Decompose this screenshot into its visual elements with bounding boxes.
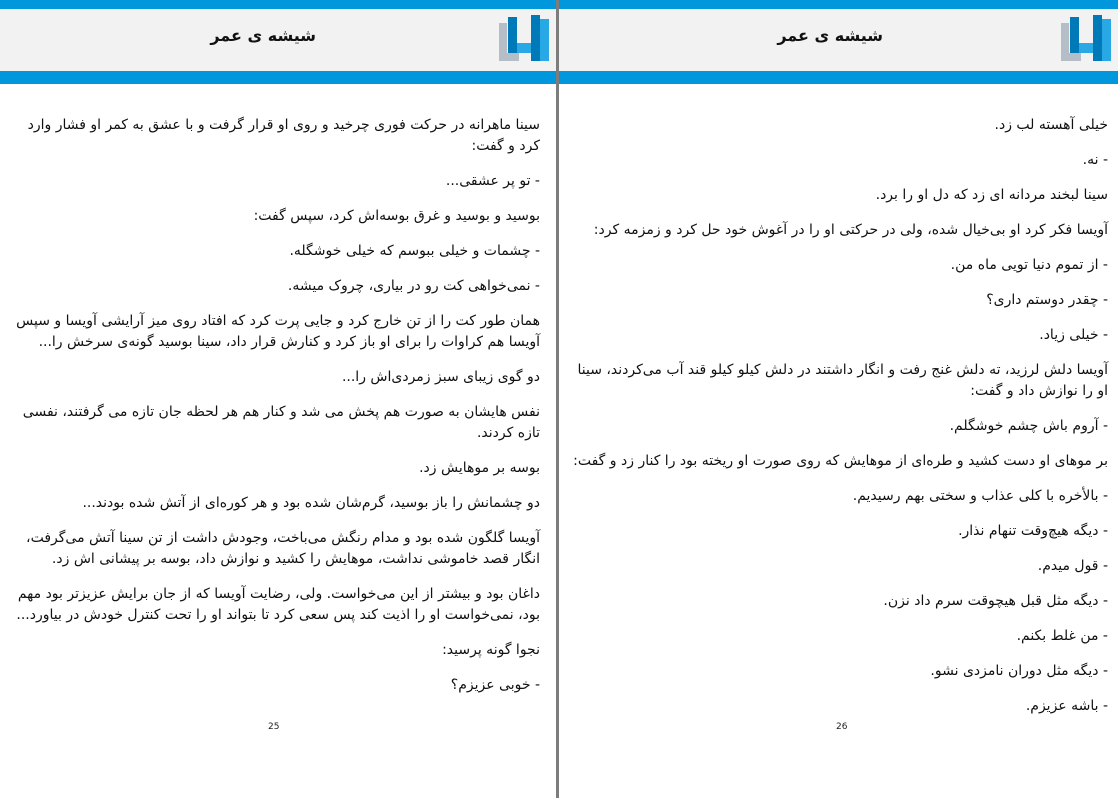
paragraph: آویسا فکر کرد او بی‌خیال شده، ولی در حرکتی او را در آغوش خود حل کرد و زمزمه کرد: (593, 222, 1108, 238)
paragraph: داغان بود و بیشتر از این می‌خواست. ولی، رضایت آویسا که از جان برایش عزیزتر بود مهم بود، نمی‌خواست او را اذیت کند پس سعی کرد تا بتواند او را تحت کنترل خودش در بیاورد... (16, 586, 540, 623)
paragraph: - من غلط بکنم. (1016, 628, 1108, 644)
paragraph: بوسید و بوسید و غرق بوسه‌اش کرد، سپس گفت: (253, 208, 540, 224)
page-header (0, 9, 556, 71)
header-top-band (0, 0, 556, 9)
page-title: شیشه ی عمر (777, 26, 883, 45)
paragraph: - نمی‌خواهی کت رو در بیاری، چروک میشه. (287, 278, 540, 294)
paragraph: نفس هایشان به صورت هم پخش می شد و کنار هم هر لحظه جان تازه می گرفتند، نفسی تازه کردند. (22, 404, 540, 441)
paragraph: - خوبی عزیزم؟ (450, 677, 540, 693)
paragraph: دو چشمانش را باز بوسید، گرم‌شان شده بود و هر کوره‌ای از آتش شده بودند... (82, 495, 540, 511)
page-title: شیشه ی عمر (210, 26, 316, 45)
paragraph: آویسا گلگون شده بود و مدام رنگش می‌باخت، وجودش داشت از تن سینا آتش می‌گرفت، انگار قصد خاموشی نداشت، موهایش را کشید و نوازش داد، بوسه بر پیشانی اش زد. (26, 530, 540, 567)
header-top-band (559, 0, 1118, 9)
paragraph: سینا لبخند مردانه ای زد که دل او را برد. (875, 187, 1108, 203)
paragraph: سینا ماهرانه در حرکت فوری چرخید و روی او قرار گرفت و با عشق به کمر او فشار وارد کرد و گفت: (27, 117, 540, 154)
paragraph: - تو پر عشقی... (445, 173, 540, 189)
publisher-logo-icon (499, 15, 549, 65)
paragraph: - خیلی زیاد. (1039, 327, 1108, 343)
header-bottom-band (559, 71, 1118, 84)
paragraph: آویسا دلش لرزید، ته دلش غنج رفت و انگار داشتند در دلش کیلو کیلو قند آب می‌کردند، سینا او را نوازش داد و گفت: (577, 362, 1108, 399)
header-bottom-band (0, 71, 556, 84)
paragraph: همان طور کت را از تن خارج کرد و جایی پرت کرد که افتاد روی میز آرایشی آویسا و سپس آویسا هم کراوات را برای او باز کرد و کنارش قرار داد، سینا بوسید گونه‌ی سرخش را... (16, 313, 540, 350)
paragraph: - باشه عزیزم. (1025, 698, 1108, 714)
page-body (568, 115, 1108, 731)
paragraph: - قول میدم. (1037, 558, 1108, 574)
page-right (559, 0, 1118, 798)
paragraph: - دیگه مثل دوران نامزدی نشو. (930, 663, 1108, 679)
paragraph: بر موهای او دست کشید و طره‌ای از موهایش که روی صورت او ریخته بود را کنار زد و گفت: (573, 453, 1108, 469)
page-header (559, 9, 1118, 71)
paragraph: - نه. (1082, 152, 1108, 168)
page-number: 25 (268, 722, 280, 732)
paragraph: - چقدر دوستم داری؟ (986, 292, 1108, 308)
paragraph: دو گوی زیبای سبز زمردی‌اش را... (341, 369, 540, 385)
page-number: 26 (836, 722, 848, 732)
paragraph: - از تموم دنیا تویی ماه من. (950, 257, 1108, 273)
paragraph: بوسه بر موهایش زد. (419, 460, 540, 476)
paragraph: - چشمات و خیلی ببوسم که خیلی خوشگله. (289, 243, 540, 259)
paragraph: - دیگه مثل قبل هیچوقت سرم داد نزن. (883, 593, 1108, 609)
paragraph: - بالأخره با کلی عذاب و سختی بهم رسیدیم. (852, 488, 1108, 504)
paragraph: نجوا گونه پرسید: (442, 642, 540, 658)
paragraph: - آروم باش چشم خوشگلم. (949, 418, 1108, 434)
paragraph: خیلی آهسته لب زد. (994, 117, 1108, 133)
page-body (10, 115, 540, 710)
paragraph: - دیگه هیچ‌وقت تنهام نذار. (958, 523, 1108, 539)
page-left (0, 0, 556, 798)
publisher-logo-icon (1061, 15, 1111, 65)
